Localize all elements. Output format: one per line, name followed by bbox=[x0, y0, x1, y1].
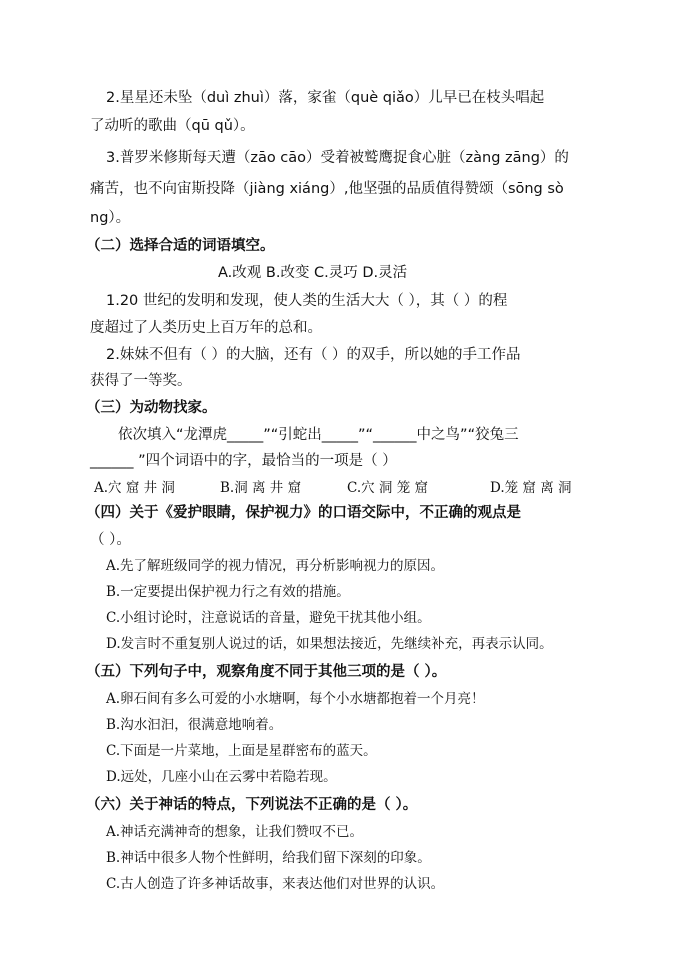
section-5-option-c: C.下面是一片菜地，上面是星群密布的蓝天。 bbox=[106, 743, 377, 759]
section-3-option-c: C.穴 洞 笼 窟 bbox=[347, 480, 429, 496]
section-4-option-d: D.发言时不重复别人说过的话，如果想法接近，先继续补充，再表示认同。 bbox=[106, 636, 553, 652]
section-4-answer-blank: （ ）。 bbox=[90, 532, 131, 548]
pinyin-question-3-line-1: 3.普罗米修斯每天遭（zāo cāo）受着被鹫鹰捉食心脏（zàng zāng）的 bbox=[106, 150, 569, 166]
section-4-heading: （四）关于《爱护眼睛，保护视力》的口语交际中，不正确的观点是 bbox=[86, 505, 521, 521]
section-3-question-line-1: 依次填入“龙潭虎_____”“引蛇出_____”“______中之鸟”“狡兔三 bbox=[118, 427, 519, 443]
section-3-heading: （三）为动物找家。 bbox=[86, 400, 217, 416]
pinyin-question-2-line-2: 了动听的歌曲（qū qǔ）。 bbox=[90, 118, 255, 134]
section-3-option-a: A.穴 窟 井 洞 bbox=[94, 480, 175, 496]
section-2-question-1-line-1: 1.20 世纪的发明和发现，使人类的生活大大（ ），其（ ）的程 bbox=[106, 293, 508, 309]
section-5-heading: （五）下列句子中，观察角度不同于其他三项的是（ ）。 bbox=[86, 664, 447, 680]
section-5-option-b: B.沟水汩汩，很满意地响着。 bbox=[106, 717, 283, 733]
pinyin-question-2-line-1: 2.星星还未坠（duì zhuì）落，家雀（què qiǎo）儿早已在枝头唱起 bbox=[106, 90, 545, 106]
section-6-option-b: B.神话中很多人物个性鲜明，给我们留下深刻的印象。 bbox=[106, 850, 431, 866]
section-4-option-c: C.小组讨论时，注意说话的音量，避免干扰其他小组。 bbox=[106, 610, 431, 626]
section-4-option-a: A.先了解班级同学的视力情况，再分析影响视力的原因。 bbox=[106, 558, 445, 574]
pinyin-question-3-line-3: ng）。 bbox=[90, 210, 131, 226]
section-6-option-a: A.神话充满神奇的想象，让我们赞叹不已。 bbox=[106, 824, 364, 840]
section-2-question-2-line-2: 获得了一等奖。 bbox=[90, 373, 192, 389]
section-3-option-b: B.洞 离 井 窟 bbox=[220, 480, 302, 496]
section-2-question-2-line-1: 2.妹妹不但有（ ）的大脑，还有（ ）的双手，所以她的手工作品 bbox=[106, 347, 521, 363]
pinyin-question-3-line-2: 痛苦，也不向宙斯投降（jiàng xiáng）,他坚强的品质值得赞颂（sōng sò bbox=[90, 181, 564, 197]
section-4-option-b: B.一定要提出保护视力行之有效的措施。 bbox=[106, 584, 350, 600]
section-2-question-1-line-2: 度超过了人类历史上百万年的总和。 bbox=[90, 320, 322, 336]
section-2-word-options: A.改观 B.改变 C.灵巧 D.灵活 bbox=[218, 265, 408, 281]
section-3-question-line-2: ______ ”四个词语中的字，最恰当的一项是（ ） bbox=[90, 453, 397, 469]
section-2-heading: （二）选择合适的词语填空。 bbox=[86, 238, 275, 254]
section-5-option-d: D.远处，几座小山在云雾中若隐若现。 bbox=[106, 769, 337, 785]
section-5-option-a: A.卵石间有多么可爱的小水塘啊，每个小水塘都抱着一个月亮！ bbox=[106, 691, 485, 707]
section-6-heading: （六）关于神话的特点，下列说法不正确的是（ ）。 bbox=[86, 797, 418, 813]
section-6-option-c: C.古人创造了许多神话故事，来表达他们对世界的认识。 bbox=[106, 876, 445, 892]
section-3-option-d: D.笼 窟 离 洞 bbox=[490, 480, 572, 496]
